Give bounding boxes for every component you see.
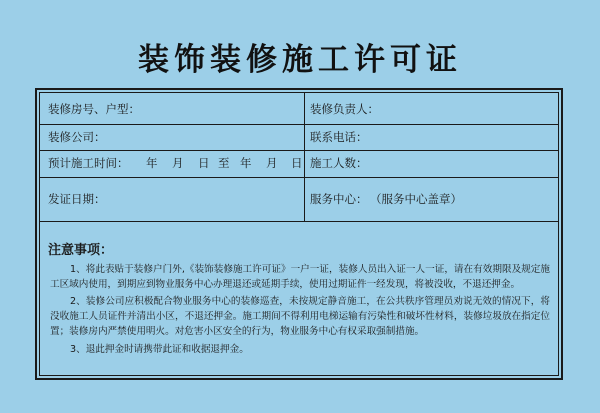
notice-title: 注意事项： (48, 243, 114, 258)
issue-date-label: 发证日期： (48, 192, 106, 206)
end-year-label: 年 (240, 156, 252, 170)
start-month-label: 月 (172, 156, 184, 170)
workers-label: 施工人数： (310, 156, 368, 170)
row-divider (39, 150, 559, 151)
start-day-label: 日 (198, 156, 210, 170)
row-divider (39, 124, 559, 125)
service-center-label: 服务中心： (310, 192, 368, 206)
page-title: 装饰装修施工许可证 (138, 42, 462, 78)
end-month-label: 月 (266, 156, 278, 170)
period-label: 预计施工时间： (48, 156, 129, 170)
column-divider (304, 92, 305, 221)
end-day-label: 日 (291, 156, 303, 170)
start-year-label: 年 (146, 156, 158, 170)
room-type-label: 装修房号、户型： (48, 102, 140, 116)
service-center-stamp: （服务中心盖章） (370, 192, 462, 206)
owner-label: 装修负责人： (310, 102, 379, 116)
row-divider (39, 177, 559, 178)
company-label: 装修公司： (48, 130, 106, 144)
phone-label: 联系电话： (310, 130, 368, 144)
notice-item-2: 2、装修公司应积极配合物业服务中心的装修巡查，未按规定静音施工，在公共秩序管理员劝说无效的情况下，将没收施工人员证件并清出小区，不退还押金。施工期间不得利用电梯运输有污染性和破坏性材料，装修垃圾放在指定位置；装修房内严禁使用明火。对危害小区安全的行为，物业服务中心有权采取强制措施。 (50, 296, 550, 337)
notice-item-3: 3、退此押金时请携带此证和收据退押金。 (70, 344, 249, 355)
to-label: 至 (218, 156, 230, 170)
notice-item-1: 1、将此表贴于装修户门外,《装饰装修施工许可证》一户一证，装修人员出入证一人一证，请在有效期限及规定施工区域内使用，到期应到物业服务中心办理退还或延期手续，使用过期证件一经发现，将被没收，不退还押金。 (50, 264, 550, 290)
row-divider (39, 221, 559, 222)
